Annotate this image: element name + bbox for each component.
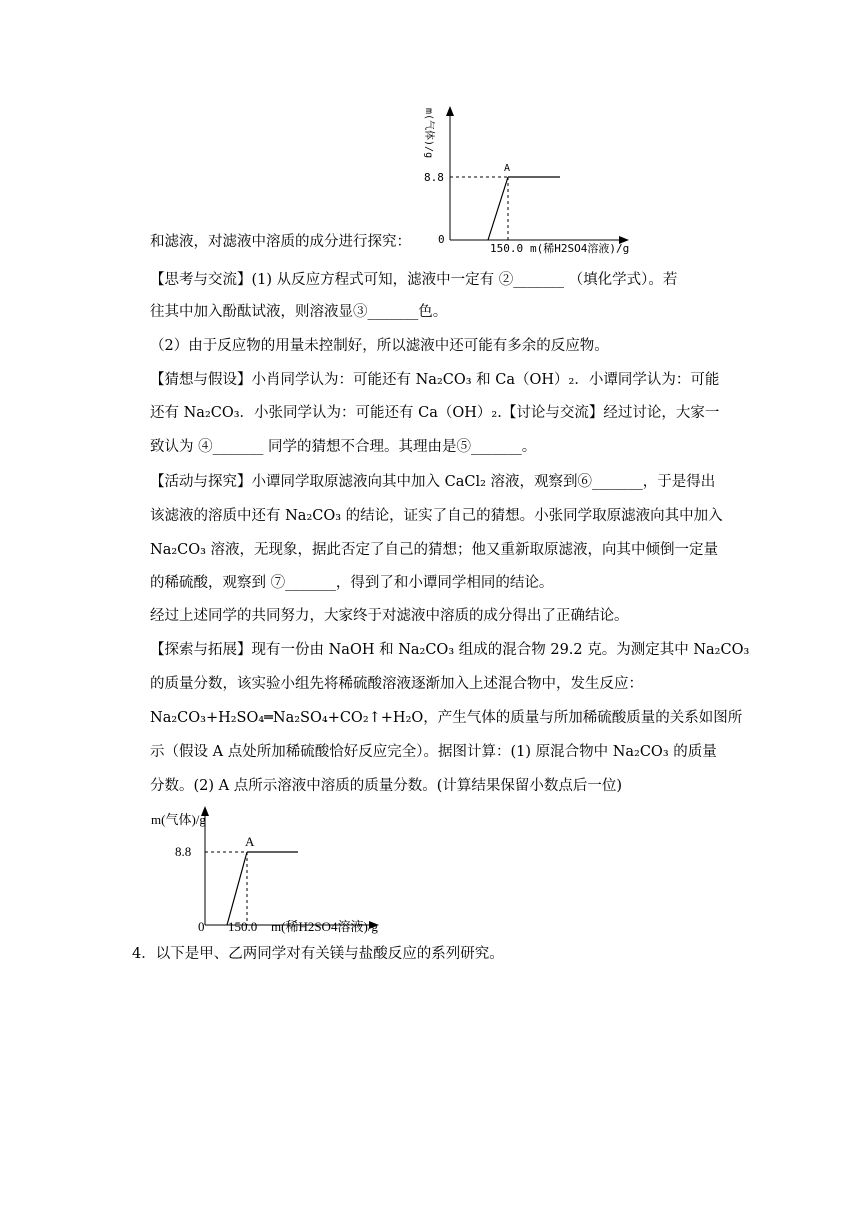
text-line-13: 【探索与拓展】现有一份由 NaOH 和 Na₂CO₃ 组成的混合物 29.2 克。为测定其中 Na₂CO₃ bbox=[150, 642, 750, 658]
text-line-2: 【思考与交流】(1) 从反应方程式可知，滤液中一定有 ②_______ （填化学式）。若 bbox=[150, 272, 678, 288]
text-line-6: 还有 Na₂CO₃．小张同学认为：可能还有 Ca（OH）₂.【讨论与交流】经过讨论，大家一 bbox=[150, 405, 720, 421]
y-axis-label: m(气体)/g bbox=[423, 108, 434, 159]
text-line-18: 4．以下是甲、乙两同学对有关镁与盐酸反应的系列研究。 bbox=[132, 946, 504, 962]
y-tick-label: 8.8 bbox=[424, 171, 444, 184]
rise-line bbox=[488, 177, 508, 240]
text-line-14: 的质量分数，该实验小组先将稀硫酸溶液逐渐加入上述混合物中，发生反应： bbox=[150, 676, 643, 692]
x-axis-label: m(稀H2SO4溶液)/g bbox=[530, 242, 630, 255]
text-line-9: 该滤液的溶质中还有 Na₂CO₃ 的结论，证实了自己的猜想。小张同学取原滤液向其中加入 bbox=[150, 508, 723, 524]
text-line-8: 【活动与探究】小谭同学取原滤液向其中加入 CaCl₂ 溶液，观察到⑥_______，于是得出 bbox=[150, 474, 716, 490]
text-line-10: Na₂CO₃ 溶液，无现象，据此否定了自己的猜想；他又重新取原滤液，向其中倾倒一定量 bbox=[150, 542, 719, 558]
x-tick-label: 150.0 bbox=[490, 242, 524, 255]
rise-line bbox=[227, 852, 247, 925]
text-line-4: （2）由于反应物的用量未控制好，所以滤液中还可能有多余的反应物。 bbox=[150, 338, 609, 354]
y-axis-arrow bbox=[446, 106, 454, 116]
origin-label: 0 bbox=[198, 919, 205, 934]
x-tick-label: 150.0 bbox=[228, 919, 258, 934]
point-a-label: A bbox=[504, 163, 511, 174]
text-line-5: 【猜想与假设】小肖同学认为：可能还有 Na₂CO₃ 和 Ca（OH）₂．小谭同学认为：可能 bbox=[150, 372, 720, 388]
point-a-label: A bbox=[245, 834, 255, 849]
origin-label: 0 bbox=[438, 233, 445, 246]
text-line-11: 的稀硫酸，观察到 ⑦_______，得到了和小谭同学相同的结论。 bbox=[150, 575, 554, 591]
text-line-16: 示（假设 A 点处所加稀硫酸恰好反应完全）。据图计算：(1) 原混合物中 Na₂CO₃ 的质量 bbox=[150, 744, 717, 760]
y-tick-label: 8.8 bbox=[175, 844, 192, 859]
text-line-15: Na₂CO₃+H₂SO₄═Na₂SO₄+CO₂↑+H₂O，产生气体的质量与所加稀硫酸质量的关系如图所 bbox=[150, 710, 743, 726]
y-axis-label: m(气体)/g bbox=[151, 812, 206, 827]
text-line-3: 往其中加入酚酞试液，则溶液显③_______色。 bbox=[150, 304, 448, 320]
chart-top bbox=[410, 100, 655, 260]
text-line-1: 和滤液，对滤液中溶质的成分进行探究： bbox=[150, 234, 411, 250]
x-axis-label: m(稀H2SO4溶液)/g bbox=[271, 919, 378, 934]
chart-bottom bbox=[145, 800, 400, 940]
text-line-7: 致认为 ④_______ 同学的猜想不合理。其理由是⑤_______。 bbox=[150, 439, 537, 455]
text-line-12: 经过上述同学的共同努力，大家终于对滤液中溶质的成分得出了正确结论。 bbox=[150, 608, 629, 624]
text-line-17: 分数。(2) A 点所示溶液中溶质的质量分数。(计算结果保留小数点后一位) bbox=[150, 778, 623, 794]
